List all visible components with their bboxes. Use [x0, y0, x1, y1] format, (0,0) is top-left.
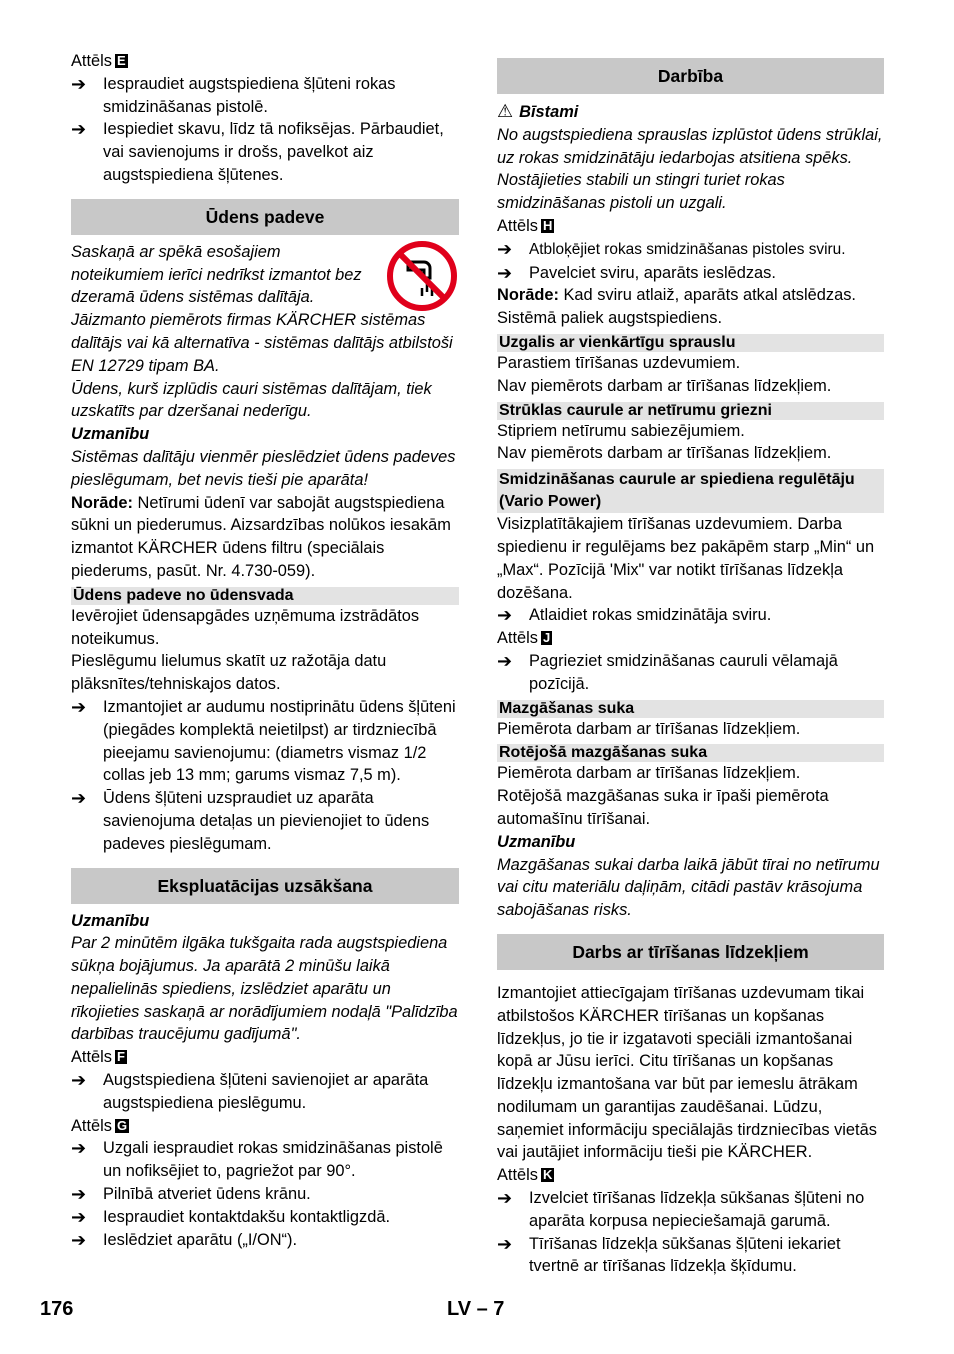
list-item: ➔ Pilnībā atveriet ūdens krānu. — [71, 1184, 311, 1205]
warning-triangle-icon: ⚠ — [497, 101, 514, 121]
paragraph: Parastiem tīrīšanas uzdevumiem. — [497, 353, 741, 372]
subheading-nozzle: Uzgalis ar vienkārtīgu sprauslu — [497, 334, 884, 352]
arrow-right-icon: ➔ — [497, 1188, 513, 1209]
list-item: ➔ Izvelciet tīrīšanas līdzekļa sūkšanas šļūteni no aparāta korpusa nepieciešamajā garumā. — [497, 1188, 865, 1230]
paragraph: Pieslēgumu lielumus skatīt uz ražotāja datu plāksnītes/tehniskajos datos. — [71, 652, 387, 694]
caution-text: Mazgāšanas sukai darba laikā jābūt tīrai no netīrumu vai citu materiālu daļiņām, citādi pastāv krāsojuma sabojāšanas risks. — [497, 855, 880, 920]
note-paragraph: Norāde: Kad sviru atlaiž, aparāts atkal atslēdzas. Sistēmā paliek augstspiediens. — [497, 286, 856, 328]
page-number: 176 — [40, 1298, 74, 1320]
figure-ref-e: Attēls E — [71, 52, 126, 70]
subheading-dirt-blaster: Strūklas caurule ar netīrumu griezni — [497, 402, 884, 420]
figure-ref-h: Attēls H — [497, 216, 553, 235]
arrow-right-icon: ➔ — [71, 119, 87, 140]
paragraph: Visizplatītākajiem tīrīšanas uzdevumiem. Darba spiedienu ir regulējams bez pakāpēm starp „Min“ un „Max“. Pozīcijā 'Mix" var notikt tīrīšanas līdzekļa dozēšana. — [497, 515, 875, 602]
subheading-mains: Ūdens padeve no ūdensvada — [71, 587, 459, 605]
list-item: ➔ Iespraudiet kontaktdakšu kontaktligzdā. — [71, 1206, 391, 1227]
subheading-wash-brush: Mazgāšanas suka — [497, 700, 884, 718]
arrow-right-icon: ➔ — [497, 238, 513, 259]
list-item: ➔ Izmantojiet ar audumu nostiprinātu ūdens šļūteni (piegādes komplektā neietilpst) ar tirdzniecībā pieejamu savienojumu: (diametrs vismaz 1/2 collas jeb 13 mm; garums vismaz 7,5 m). — [71, 696, 456, 785]
water-warning-1: Saskaņā ar spēkā esošajiem noteikumiem ierīci nedrīkst izmantot bez dzeramā ūdens sistēmas dalītāja. — [71, 242, 362, 307]
section-heading-startup: Ekspluatācijas uzsākšana — [71, 868, 459, 904]
arrow-right-icon: ➔ — [71, 696, 87, 717]
danger-label: ⚠ Bīstami — [497, 101, 579, 121]
paragraph: Ievērojiet ūdensapgādes uzņēmuma izstrādātos noteikumus. — [71, 606, 420, 648]
paragraph: Nav piemērots darbam ar tīrīšanas līdzekļiem. — [497, 444, 832, 463]
arrow-right-icon: ➔ — [497, 262, 513, 283]
water-warning-2: Jāizmanto piemērots firmas KÄRCHER sistēmas dalītājs vai kā alternatīva - sistēmas dalītājs atbilstoši EN 12729 tipam BA. — [71, 311, 453, 375]
figure-ref-k: Attēls K — [497, 1166, 553, 1185]
paragraph: Stipriem netīrumu sabiezējumiem. — [497, 421, 745, 440]
list-item: ➔ Ūdens šļūteni uzspraudiet uz aparāta savienojuma detaļas un pievienojiet to ūdens padeves pieslēgumam. — [71, 788, 430, 853]
arrow-right-icon: ➔ — [71, 1138, 87, 1159]
arrow-right-icon: ➔ — [71, 1184, 87, 1205]
paragraph: Rotējošā mazgāšanas suka ir īpaši piemērota automašīnu tīrīšanai. — [497, 787, 829, 828]
subheading-vario-power: Smidzināšanas caurule ar spiediena regulētāju (Vario Power) — [497, 469, 884, 513]
arrow-right-icon: ➔ — [71, 1070, 87, 1091]
no-drinking-water-icon — [386, 240, 458, 312]
subheading-rotating-brush: Rotējošā mazgāšanas suka — [497, 744, 884, 762]
list-item: ➔ Iespraudiet augstspiediena šļūteni rokas smidzināšanas pistolē. — [71, 73, 396, 116]
list-item: ➔ Uzgali iespraudiet rokas smidzināšanas pistolē un nofiksējiet to, pagriežot par 90°. — [71, 1138, 443, 1181]
arrow-right-icon: ➔ — [71, 1206, 87, 1227]
arrow-right-icon: ➔ — [497, 1233, 513, 1254]
figure-ref-j: Attēls J — [497, 629, 551, 648]
list-item: ➔ Pagrieziet smidzināšanas cauruli vēlamajā pozīcijā. — [497, 650, 838, 693]
paragraph: Izmantojiet attiecīgajam tīrīšanas uzdevumam tikai atbilstošos KÄRCHER tīrīšanas un kopšanas līdzekļus, jo tie ir izgatavoti speciāli izmantošanai kopā ar Jūsu ierīci. Citu tīrīšanas un kopšanas līdzekļu izmantošana var būt par iemeslu ātrākam nodilumam un garantijas zaudēšanai. Lūdzu, saņemiet informāciju speciālajās tirdzniecības vietās vai jautājiet informāciju tieši pie KÄRCHER. — [497, 983, 877, 1162]
list-item: ➔ Ieslēdziet aparātu („I/ON“). — [71, 1229, 298, 1250]
section-heading-operation: Darbība — [497, 58, 884, 94]
arrow-right-icon: ➔ — [497, 605, 513, 626]
caution-label: Uzmanību — [71, 911, 150, 930]
list-item: ➔ Tīrīšanas līdzekļa sūkšanas šļūteni iekariet tvertnē ar tīrīšanas līdzekļa šķīdumu. — [497, 1233, 841, 1276]
caution-text: Sistēmas dalītāju vienmēr pieslēdziet ūdens padeves pieslēgumam, bet nevis tieši pie aparāta! — [71, 447, 456, 489]
list-item: ➔ Pavelciet sviru, aparāts ieslēdzas. — [497, 262, 776, 283]
figure-ref-g: Attēls G — [71, 1116, 128, 1135]
arrow-right-icon: ➔ — [71, 788, 87, 809]
right-column — [497, 58, 884, 1278]
paragraph: Nav piemērots darbam ar tīrīšanas līdzekļiem. — [497, 376, 832, 395]
left-column — [71, 50, 459, 1251]
caution-label: Uzmanību — [71, 425, 150, 444]
list-item: ➔ Iespiediet skavu, līdz tā nofiksējas. Pārbaudiet, vai savienojums ir drošs, pavelkot aiz augstspiediena šļūtenes. — [71, 119, 444, 184]
arrow-right-icon: ➔ — [497, 650, 513, 671]
water-warning-3: Ūdens, kurš izplūdis cauri sistēmas dalītājam, tiek uzskatīts par dzeršanai nederīgu. — [71, 379, 432, 421]
caution-label: Uzmanību — [497, 832, 576, 851]
section-heading-detergent: Darbs ar tīrīšanas līdzekļiem — [497, 934, 884, 970]
list-item: ➔ Augstspiediena šļūteni savienojiet ar aparāta augstspiediena pieslēgumu. — [71, 1070, 429, 1112]
caution-text: Par 2 minūtēm ilgāka tukšgaita rada augstspiediena sūkņa bojājumus. Ja aparātā 2 minūšu laikā nepalielinās spiediens, izslēdziet aparātu un rīkojieties saskaņā ar norādījumiem nodaļā "Palīdzība darbības traucējumu gadījumā". — [71, 934, 458, 1044]
list-item: ➔ Atbloķējiet rokas smidzināšanas pistoles sviru. — [497, 238, 846, 259]
paragraph: Piemērota darbam ar tīrīšanas līdzekļiem. — [497, 764, 801, 783]
arrow-right-icon: ➔ — [71, 73, 87, 94]
danger-text: No augstspiediena sprauslas izplūstot ūdens strūklai, uz rokas smidzinātāju iedarbojas atsitiena spēks. Nostājieties stabili un stingri turiet rokas smidzināšanas pistoli un uzgali. — [497, 125, 883, 213]
section-heading-water: Ūdens padeve — [71, 199, 459, 235]
note-paragraph: Norāde: Netīrumi ūdenī var sabojāt augstspiediena sūkni un piederumus. Aizsardzības nolūkos iesakām izmantot KÄRCHER ūdens filtru (speciālais piederums, pasūt. Nr. 4.730-059). — [71, 493, 451, 580]
paragraph: Piemērota darbam ar tīrīšanas līdzekļiem. — [497, 719, 801, 738]
arrow-right-icon: ➔ — [71, 1229, 87, 1250]
list-item: ➔ Atlaidiet rokas smidzinātāja sviru. — [497, 605, 772, 626]
language-page-label: LV – 7 — [447, 1298, 505, 1320]
figure-ref-f: Attēls F — [71, 1048, 125, 1067]
